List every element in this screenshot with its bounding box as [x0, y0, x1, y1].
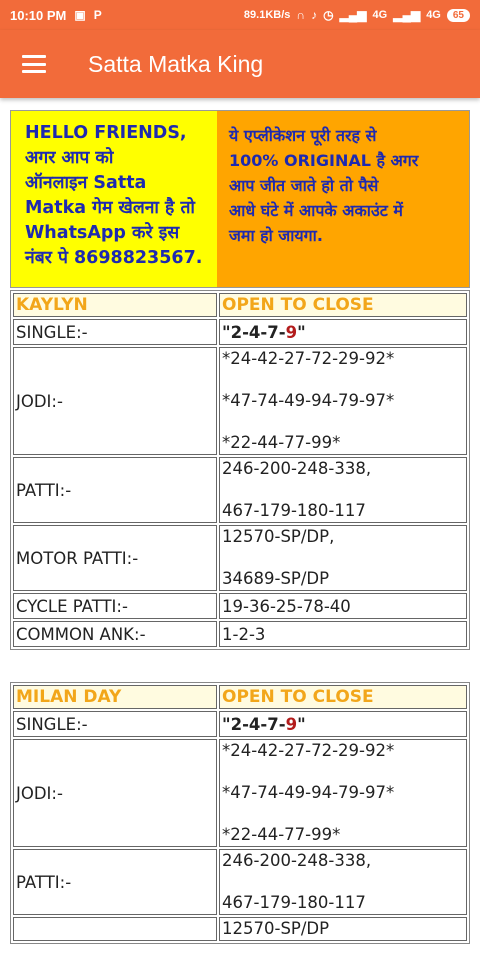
- row-label: SINGLE:-: [13, 319, 217, 345]
- jodi-line: *22-44-77-99*: [222, 825, 341, 844]
- row-label: PATTI:-: [13, 457, 217, 523]
- motor-line: 12570-SP/DP,: [222, 527, 335, 546]
- banner-left-line: Matka गेम खेलना है तो: [25, 198, 195, 218]
- status-time: 10:10 PM: [10, 7, 67, 23]
- result-table-kaylyn: [10, 290, 470, 650]
- headphones-icon: ∩: [296, 8, 306, 22]
- row-label: JODI:-: [13, 739, 217, 847]
- content: [0, 98, 480, 944]
- row-label: CYCLE PATTI:-: [13, 593, 217, 619]
- patti-line: 246-200-248-338,: [222, 851, 372, 870]
- banner-right-line: ये एप्लीकेशन पूरी तरह से: [229, 126, 377, 145]
- patti-line: 246-200-248-338,: [222, 459, 372, 478]
- menu-icon[interactable]: [22, 55, 46, 73]
- table-row: [13, 711, 467, 737]
- table-row: [13, 849, 467, 915]
- market-name: MILAN DAY: [13, 685, 217, 709]
- motor-patti-values: [219, 917, 467, 941]
- battery-icon: 65: [447, 9, 470, 22]
- jodi-line: *24-42-27-72-29-92*: [222, 349, 395, 368]
- patti-values: [219, 849, 467, 915]
- table-row: [13, 739, 467, 847]
- table-row: [13, 917, 467, 941]
- banner-right-text: [217, 111, 469, 287]
- jodi-line: *24-42-27-72-29-92*: [222, 741, 395, 760]
- banner-right-line: 100% ORIGINAL है अगर: [229, 151, 419, 170]
- banner-left-line: HELLO FRIENDS,: [25, 123, 187, 143]
- single-suffix: ": [297, 714, 306, 734]
- single-red-digit: 9: [285, 322, 298, 342]
- motor-patti-values: [219, 525, 467, 591]
- single-value: [219, 711, 467, 737]
- info-banner: [10, 110, 470, 288]
- table-row: [13, 457, 467, 523]
- patti-values: [219, 457, 467, 523]
- row-label: PATTI:-: [13, 849, 217, 915]
- jodi-values: [219, 347, 467, 455]
- common-ank-value: 1-2-3: [219, 621, 467, 647]
- table-header-row: [13, 685, 467, 709]
- single-suffix: ": [297, 322, 306, 342]
- jodi-line: *47-74-49-94-79-97*: [222, 391, 395, 410]
- row-label: JODI:-: [13, 347, 217, 455]
- network-speed: 89.1KB/s: [243, 9, 291, 21]
- banner-left-line: अगर आप को: [25, 148, 114, 168]
- alarm-icon: ◷: [323, 8, 334, 22]
- table-row: [13, 347, 467, 455]
- banner-right-line: आधे घंटे में आपके अकाउंट में: [229, 201, 403, 220]
- signal-icon-2: ▂▄▆: [393, 8, 421, 22]
- single-red-digit: 9: [285, 714, 298, 734]
- notification-app-icon: ▣: [74, 8, 86, 22]
- paytm-p-icon: P: [93, 8, 102, 22]
- jodi-line: *47-74-49-94-79-97*: [222, 783, 395, 802]
- jodi-line: *22-44-77-99*: [222, 433, 341, 452]
- table-row: [13, 525, 467, 591]
- banner-left-line: WhatsApp करे इस: [25, 223, 180, 243]
- row-label: [13, 917, 217, 941]
- banner-right-line: आप जीत जाते हो तो पैसे: [229, 176, 379, 195]
- market-name: KAYLYN: [13, 293, 217, 317]
- network-type-2: 4G: [426, 9, 441, 21]
- banner-left-line: नंबर पे 8698823567.: [25, 248, 203, 268]
- row-label: SINGLE:-: [13, 711, 217, 737]
- result-table-milan-day: [10, 682, 470, 944]
- jodi-values: [219, 739, 467, 847]
- mute-icon: ♪: [311, 8, 318, 22]
- single-value: [219, 319, 467, 345]
- table-row: [13, 593, 467, 619]
- app-bar: [0, 30, 480, 98]
- single-prefix: "2-4-7-: [222, 714, 286, 734]
- single-prefix: "2-4-7-: [222, 322, 286, 342]
- status-bar: [0, 0, 480, 30]
- signal-icon: ▂▄▆: [339, 8, 367, 22]
- open-to-close-header: OPEN TO CLOSE: [219, 685, 467, 709]
- patti-line: 467-179-180-117: [222, 501, 366, 520]
- table-row: [13, 319, 467, 345]
- cycle-patti-value: 19-36-25-78-40: [219, 593, 467, 619]
- banner-left-text: [11, 111, 217, 287]
- banner-right-line: जमा हो जायगा.: [229, 226, 323, 245]
- motor-line: 34689-SP/DP: [222, 569, 330, 588]
- banner-left-line: ऑनलाइन Satta: [25, 173, 147, 193]
- patti-line: 467-179-180-117: [222, 893, 366, 912]
- motor-line: 12570-SP/DP: [222, 919, 330, 938]
- row-label: COMMON ANK:-: [13, 621, 217, 647]
- row-label: MOTOR PATTI:-: [13, 525, 217, 591]
- app-title: Satta Matka King: [88, 50, 264, 77]
- table-row: [13, 621, 467, 647]
- network-type-1: 4G: [372, 9, 388, 21]
- open-to-close-header: OPEN TO CLOSE: [219, 293, 467, 317]
- table-header-row: [13, 293, 467, 317]
